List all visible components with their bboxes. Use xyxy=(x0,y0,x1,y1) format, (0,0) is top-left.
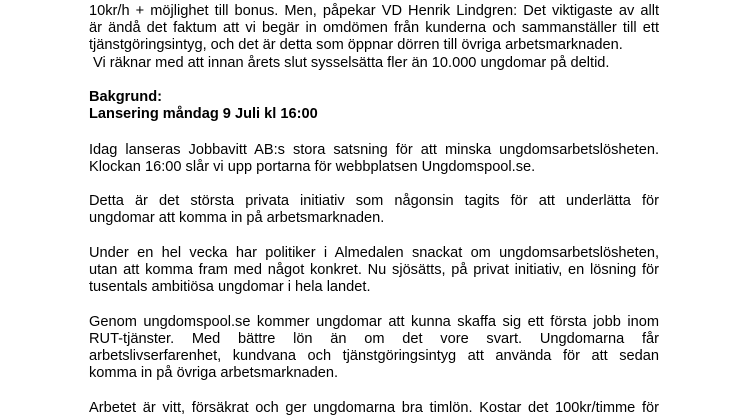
paragraph-line: ungdomar att komma in på arbetsmarknaden. xyxy=(89,210,385,226)
paragraph-line: Arbetet är vitt, försäkrat och ger ungdomarna bra timlön. Kostar det 100kr/timme för xyxy=(89,400,659,416)
paragraph-line: Genom ungdomspool.se kommer ungdomar att kunna skaffa sig ett första jobb inom xyxy=(89,314,659,330)
paragraph-line: arbetslivserfarenhet, kundvana och tjänstgöringsintyg att använda för att sedan xyxy=(89,348,659,364)
launch-heading: Lansering måndag 9 Juli kl 16:00 xyxy=(89,106,318,122)
paragraph-line: Idag lanseras Jobbavitt AB:s stora satsning för att minska ungdomsarbetslösheten. xyxy=(89,142,659,158)
intro-line: 10kr/h + möjlighet till bonus. Men, påpekar VD Henrik Lindgren: Det viktigaste av allt xyxy=(89,3,659,19)
paragraph-line: RUT-tjänster. Med bättre lön än om det vore svart. Ungdomarna får xyxy=(89,331,659,347)
paragraph-line: Detta är det största privata initiativ som någonsin tagits för att underlätta för xyxy=(89,193,659,209)
paragraph-line: utan att komma fram med något konkret. Nu sjösätts, på privat initiativ, en lösning för xyxy=(89,262,659,278)
paragraph-line: tusentals ambitiösa ungdomar i hela landet. xyxy=(89,279,371,295)
intro-line: Vi räknar med att innan årets slut sysselsätta fler än 10.000 ungdomar på deltid. xyxy=(93,55,610,71)
background-heading: Bakgrund: xyxy=(89,89,162,105)
paragraph-line: komma in på övriga arbetsmarknaden. xyxy=(89,365,339,381)
paragraph-line: Under en hel vecka har politiker i Almedalen snackat om ungdomsarbetslösheten, xyxy=(89,245,659,261)
intro-line: tjänstgöringsintyg, och det är detta som öppnar dörren till övriga arbetsmarknaden. xyxy=(89,37,623,53)
intro-line: är ändå det faktum att vi begär in omdömen från kunderna och sammanställer till ett xyxy=(89,20,659,36)
paragraph-line: Klockan 16:00 slår vi upp portarna för webbplatsen Ungdomspool.se. xyxy=(89,159,536,175)
